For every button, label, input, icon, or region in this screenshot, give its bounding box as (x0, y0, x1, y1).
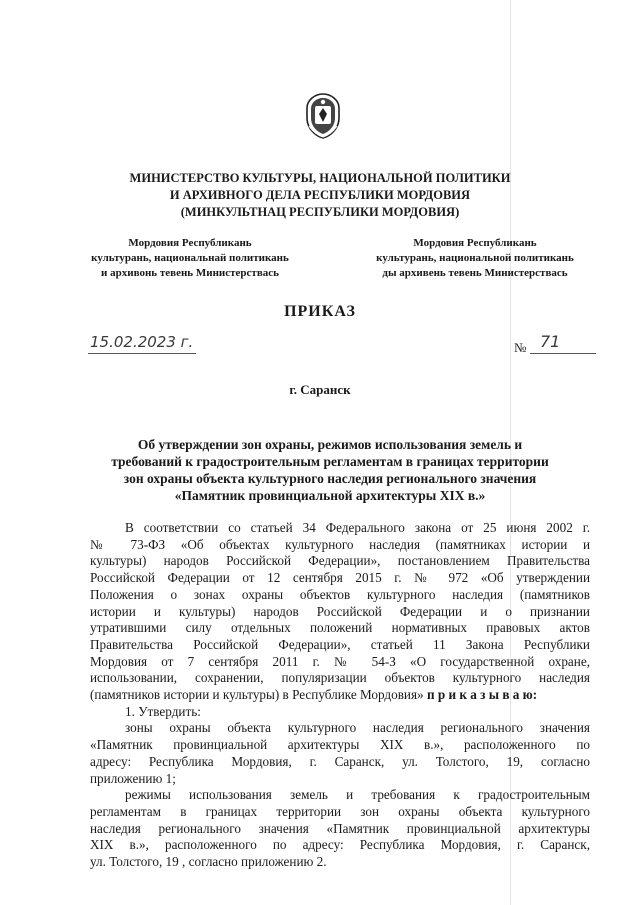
order-number: 71 (540, 332, 561, 351)
order-title: ПРИКАЗ (284, 303, 356, 320)
body-line: Российской Федерации от 12 сентября 2015 г. № 972 «Об утверждении (90, 570, 590, 586)
body-line: регламентам в границах территории зон охраны объекта культурного (90, 803, 590, 819)
order-subject (60, 436, 600, 504)
body-line: адресу: Республика Мордовия, г. Саранск, ул. Толстого, 19, согласно (90, 753, 590, 769)
body-line (90, 687, 590, 704)
ministry-line: (МИНКУЛЬТНАЦ РЕСПУБЛИКИ МОРДОВИЯ) (180, 205, 460, 219)
coat-of-arms-icon (303, 92, 343, 140)
body-line: зоны охраны объекта культурного наследия регионального значения (125, 720, 590, 736)
erzya-line: ды архивень тевень Министерствась (382, 267, 568, 279)
body-line: «Памятник провинциальной архитектуры XIX в.», расположенного по (90, 737, 590, 753)
body-line: Правительства Российской Федерации», статьей 11 Закона Республики (90, 636, 590, 652)
number-underline (530, 353, 596, 354)
order-date: 15.02.2023 г. (90, 333, 194, 351)
body-line: 1. Утвердить: (125, 703, 201, 719)
body-line: XIX в.», расположенного по адресу: Республика Мордовия, г. Саранск, (90, 837, 590, 853)
subject-line: зон охраны объекта культурного наследия регионального значения (123, 471, 537, 486)
moksha-line: и архивонь тевень Министерствась (101, 267, 279, 279)
body-line: утратившими силу отдельных положений нормативных правовых актов (90, 620, 590, 636)
body-line-text: (памятников истории и культуры) в Республике Мордовия» (90, 687, 424, 703)
body-line: ул. Толстого, 19 , согласно приложению 2. (90, 854, 327, 870)
erzya-line: культурань, национальной политикань (376, 252, 574, 264)
ministry-name-russian (0, 170, 640, 221)
body-line: № 73-ФЗ «Об объектах культурного наследия (памятниках истории и (90, 536, 590, 552)
body-line: приложению 1; (90, 770, 176, 786)
ministry-name-moksha (80, 236, 300, 281)
city: г. Саранск (289, 382, 351, 397)
subject-line: «Памятник провинциальной архитектуры XIX в.» (174, 488, 486, 503)
ministry-name-erzya (350, 236, 600, 281)
decree-word: п р и к а з ы в а ю: (426, 687, 538, 703)
body-line: В соответствии со статьей 34 Федерального закона от 25 июня 2002 г. (125, 520, 590, 535)
erzya-line: Мордовия Республикань (413, 237, 537, 249)
body-line: Положения о зонах охраны объектов культурного наследия (памятников (90, 586, 590, 602)
moksha-line: культурань, национальнай политикань (91, 252, 289, 264)
subject-line: Об утверждении зон охраны, режимов использования земель и (137, 437, 523, 452)
body-line: истории и культуры) народов Российской Федерации и о признании (90, 603, 590, 619)
body-line: культуры) народов Российской Федерации», постановлением Правительства (90, 553, 590, 569)
subject-line: требований к градостроительным регламентам в границах территории (111, 454, 549, 469)
moksha-line: Мордовия Республикань (128, 237, 252, 249)
body-line: использовании, сохранении, популяризации объектов культурного наследия (90, 670, 590, 686)
body-line: режимы использования земель и требования к градостроительным (125, 787, 590, 803)
order-body (90, 520, 590, 871)
ministry-line: И АРХИВНОГО ДЕЛА РЕСПУБЛИКИ МОРДОВИЯ (169, 188, 471, 202)
ministry-line: МИНИСТЕРСТВО КУЛЬТУРЫ, НАЦИОНАЛЬНОЙ ПОЛИТИКИ (129, 171, 511, 185)
order-number-label: № (514, 340, 527, 355)
date-underline (88, 353, 196, 354)
body-line: Мордовия от 7 сентября 2011 г. № 54-З «О государственной охране, (90, 653, 590, 669)
body-line: наследия регионального значения «Памятник провинциальной архитектуры (90, 820, 590, 836)
